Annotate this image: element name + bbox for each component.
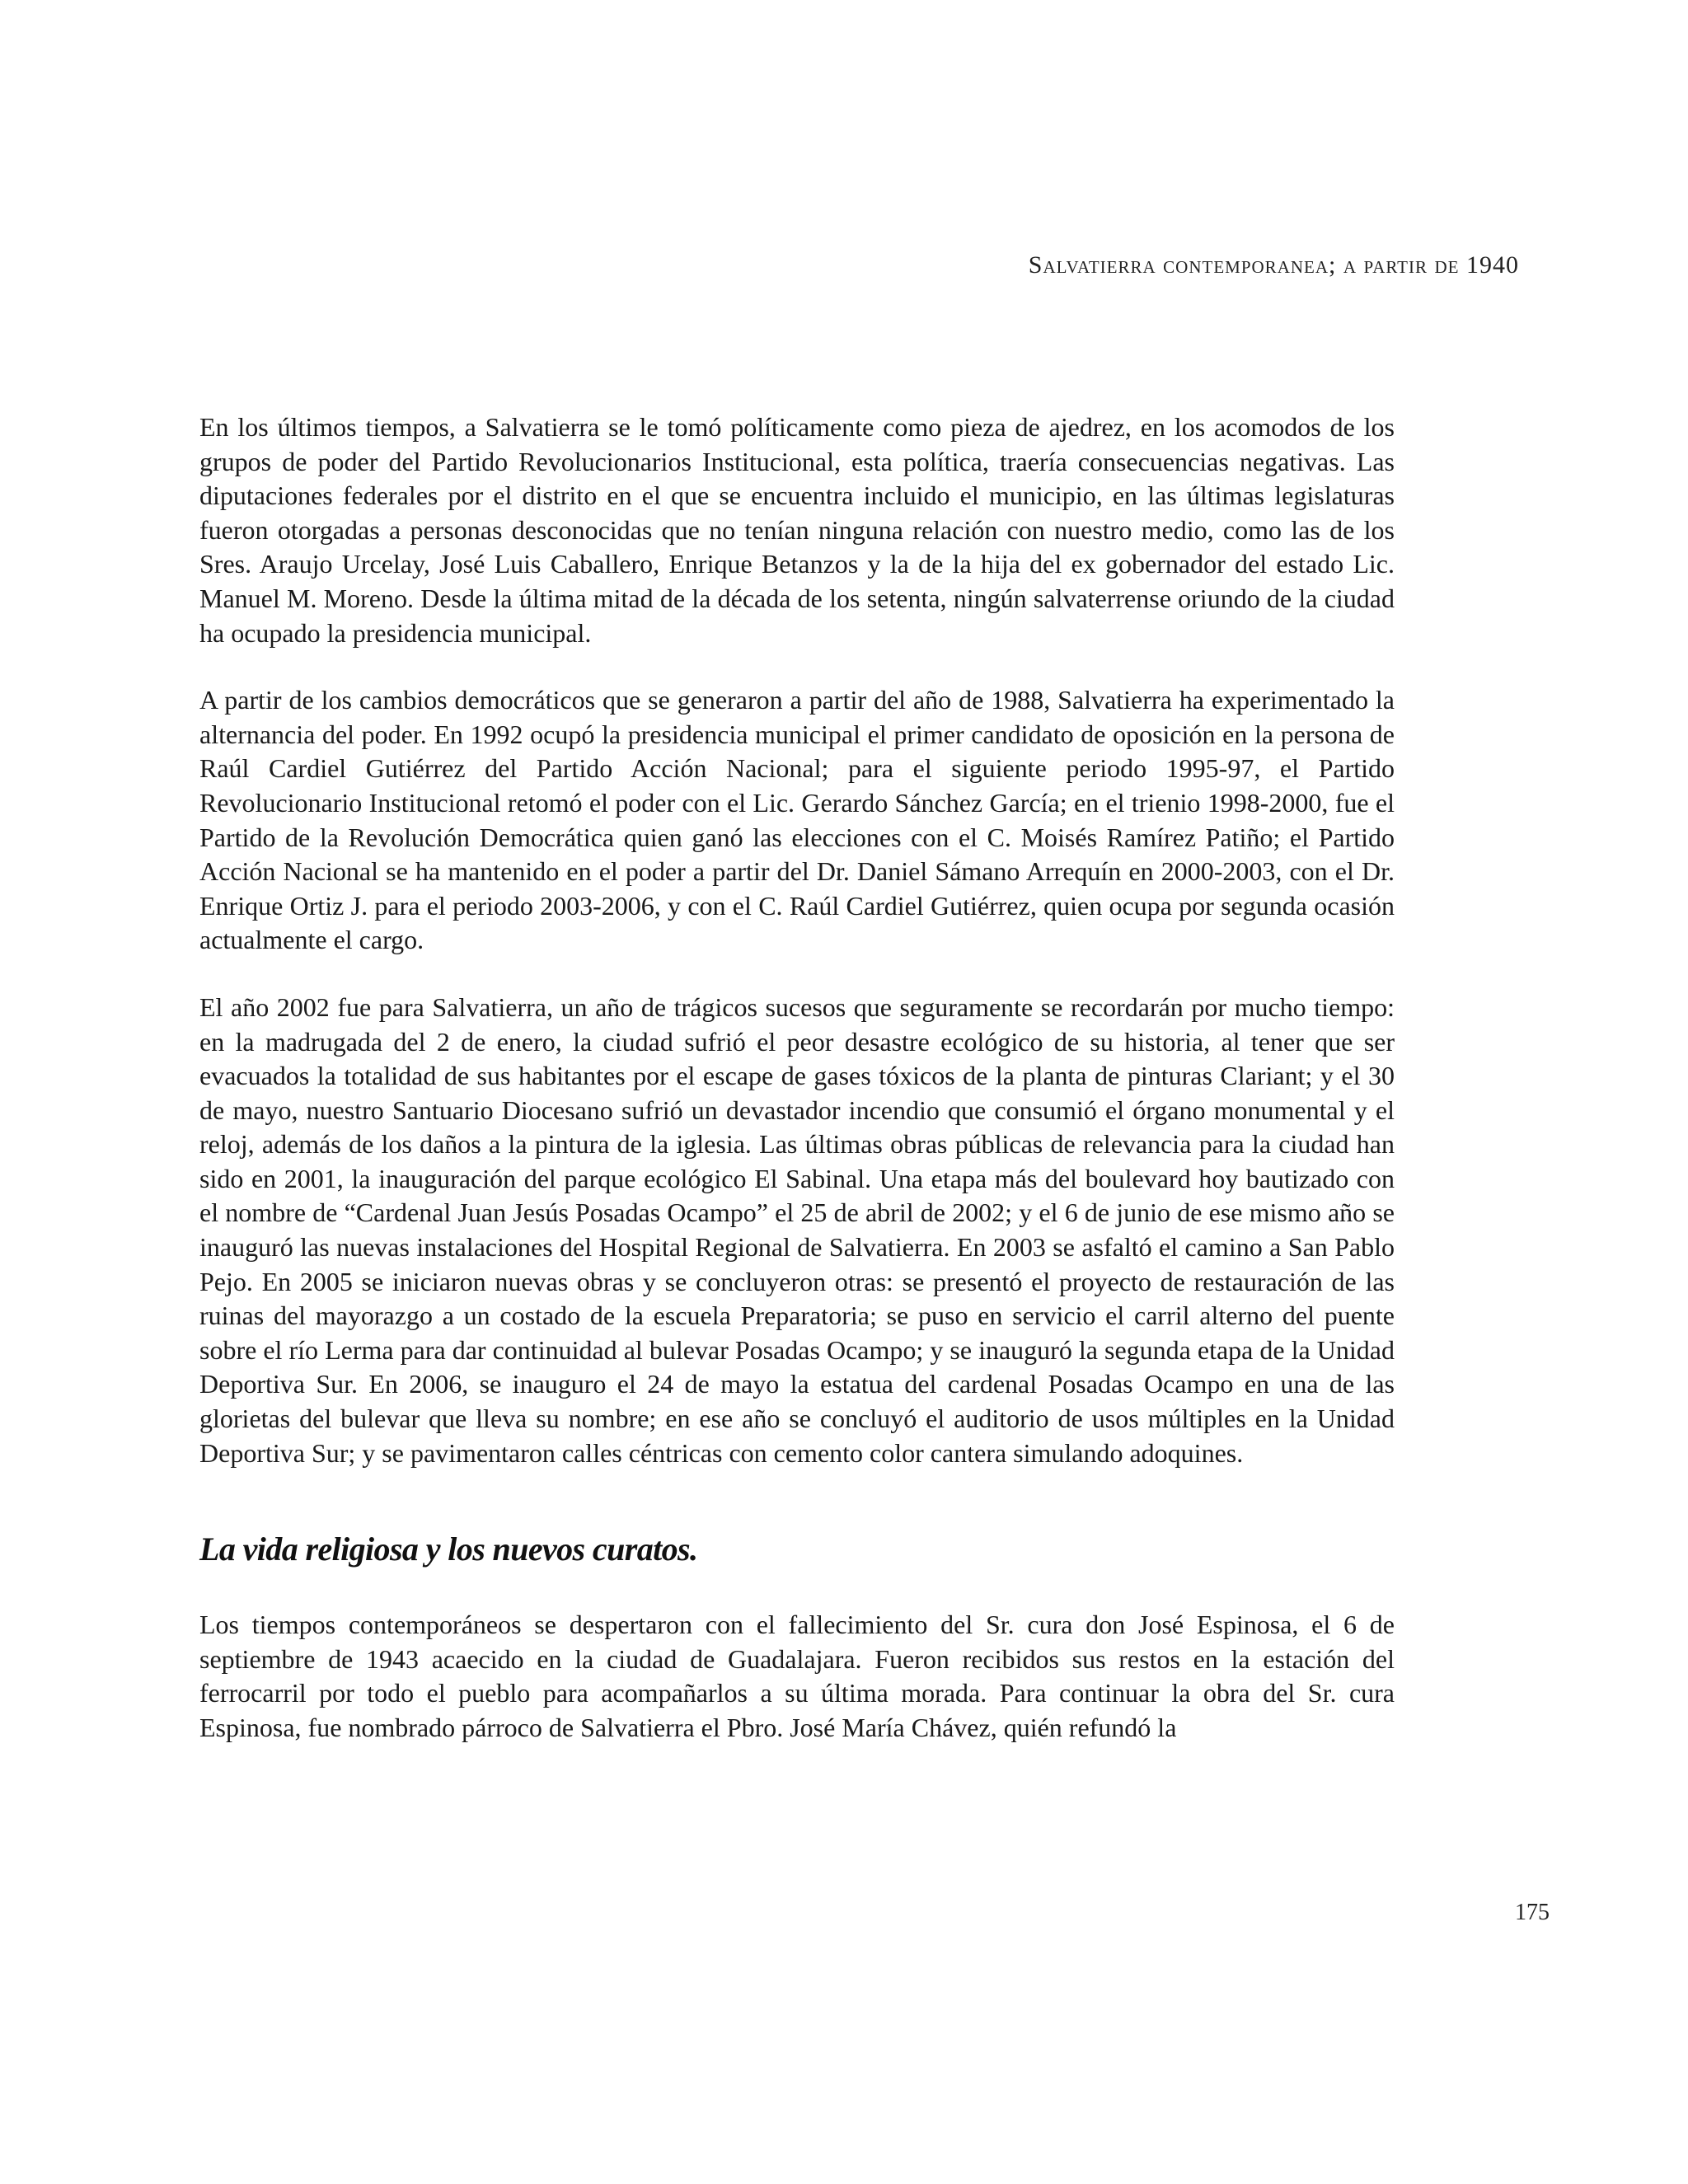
page-number: 175 bbox=[1515, 1900, 1550, 1925]
paragraph-2: A partir de los cambios democráticos que se generaron a partir del año de 1988, Salvatierra ha experimentado la alternancia del poder. En 1992 ocupó la presidencia municipal el primer candidato de oposición en la persona de Raúl Cardiel Gutiérrez del Partido Acción Nacional; para el siguiente periodo 1995-97, el Partido Revolucionario Institucional retomó el poder con el Lic. Gerardo Sánchez García; en el trienio 1998-2000, fue el Partido de la Revolución Democrática quien ganó las elecciones con el C. Moisés Ramírez Patiño; el Partido Acción Nacional se ha mantenido en el poder a partir del Dr. Daniel Sámano Arrequín en 2000-2003, con el Dr. Enrique Ortiz J. para el periodo 2003-2006, y con el C. Raúl Cardiel Gutiérrez, quien ocupa por segunda ocasión actualmente el cargo. bbox=[199, 685, 1395, 955]
paragraph-1: En los últimos tiempos, a Salvatierra se le tomó políticamente como pieza de ajedrez, en los acomodos de los grupos de poder del Partido Revolucionarios Institucional, esta política, traería consecuencias negativas. Las diputaciones federales por el distrito en el que se encuentra incluido el municipio, en las últimas legislaturas fueron otorgadas a personas desconocidas que no tenían ninguna relación con nuestro medio, como las de los Sres. Araujo Urcelay, José Luis Caballero, Enrique Betanzos y la de la hija del ex gobernador del estado Lic. Manuel M. Moreno. Desde la última mitad de la década de los setenta, ningún salvaterrense oriundo de la ciudad ha ocupado la presidencia municipal. bbox=[199, 412, 1395, 648]
body-text bbox=[199, 410, 1395, 1779]
paragraph-3: El año 2002 fue para Salvatierra, un año de trágicos sucesos que seguramente se recordarán por mucho tiempo: en la madrugada del 2 de enero, la ciudad sufrió el peor desastre ecológico de su historia, al tener que ser evacuados la totalidad de sus habitantes por el escape de gases tóxicos de la planta de pinturas Clariant; y el 30 de mayo, nuestro Santuario Diocesano sufrió un devastador incendio que consumió el órgano monumental y el reloj, además de los daños a la pintura de la iglesia. Las últimas obras públicas de relevancia para la ciudad han sido en 2001, la inauguración del parque ecológico El Sabinal. Una etapa más del boulevard hoy bautizado con el nombre de “Cardenal Juan Jesús Posadas Ocampo” el 25 de abril de 2002; y el 6 de junio de ese mismo año se inauguró las nuevas instalaciones del Hospital Regional de Salvatierra. En 2003 se asfaltó el camino a San Pablo Pejo. En 2005 se iniciaron nuevas obras y se concluyeron otras: se presentó el proyecto de restauración de las ruinas del mayorazgo a un costado de la escuela Preparatoria; se puso en servicio el carril alterno del puente sobre el río Lerma para dar continuidad al bulevar Posadas Ocampo; y se inauguró la segunda etapa de la Unidad Deportiva Sur. En 2006, se inauguro el 24 de mayo la estatua del cardenal Posadas Ocampo en una de las glorietas del bulevar que lleva su nombre; en ese año se concluyó el auditorio de usos múltiples en la Unidad Deportiva Sur; y se pavimentaron calles céntricas con cemento color cantera simulando adoquines. bbox=[199, 991, 1395, 1468]
section-paragraph: Los tiempos contemporáneos se despertaron con el fallecimiento del Sr. cura don José Espinosa, el 6 de septiembre de 1943 acaecido en la ciudad de Guadalajara. Fueron recibidos sus restos en la estación del ferrocarril por todo el pueblo para acompañarlos a su última morada. Para continuar la obra del Sr. cura Espinosa, fue nombrado párroco de Salvatierra el Pbro. José María Chávez, quién refundó la bbox=[199, 1610, 1395, 1742]
section-heading: La vida religiosa y los nuevos curatos. bbox=[199, 1530, 698, 1568]
running-head: Salvatierra contemporanea; a partir de 1940 bbox=[1028, 251, 1519, 279]
